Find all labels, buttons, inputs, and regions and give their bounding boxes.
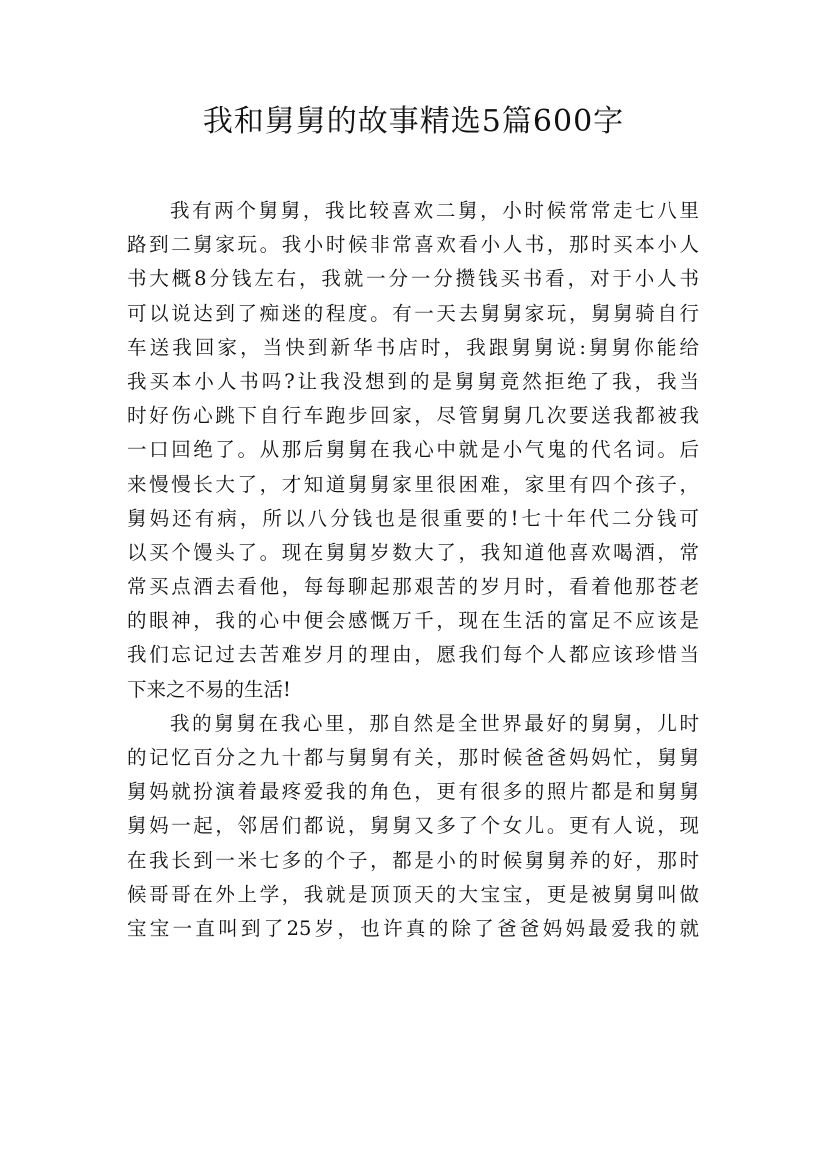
paragraph-2-line-4: 舅妈一起，邻居们都说，舅舅又多了个女儿。更有人说，现 <box>127 814 699 838</box>
paragraph-1-line-10: 舅妈还有病，所以八分钱也是很重要的!七十年代二分钱可 <box>127 506 699 530</box>
paragraph-2-line-5: 在我长到一米七多的个子，都是小的时候舅舅养的好，那时 <box>127 848 699 872</box>
paragraph-1-line-13: 的眼神，我的心中便会感慨万千，现在生活的富足不应该是 <box>127 609 699 633</box>
document-body <box>127 194 699 946</box>
paragraph-1-line-4: 可以说达到了痴迷的程度。有一天去舅舅家玩，舅舅骑自行 <box>127 301 699 325</box>
paragraph-1-line-9: 来慢慢长大了，才知道舅舅家里很困难，家里有四个孩子， <box>127 472 699 496</box>
paragraph-1-line-12: 常买点酒去看他，每每聊起那艰苦的岁月时，看着他那苍老 <box>127 575 699 599</box>
paragraph-1-line-7: 时好伤心跳下自行车跑步回家，尽管舅舅几次要送我都被我 <box>127 404 699 428</box>
paragraph-1-line-5: 车送我回家，当快到新华书店时，我跟舅舅说:舅舅你能给 <box>127 335 699 359</box>
paragraph-2-line-3: 舅妈就扮演着最疼爱我的角色，更有很多的照片都是和舅舅 <box>127 780 699 804</box>
paragraph-1-line-1: 我有两个舅舅，我比较喜欢二舅，小时候常常走七八里 <box>170 199 699 222</box>
paragraph-1-line-2: 路到二舅家玩。我小时候非常喜欢看小人书，那时买本小人 <box>127 233 699 257</box>
paragraph-1-line-6: 我买本小人书吗?让我没想到的是舅舅竟然拒绝了我，我当 <box>127 369 699 393</box>
paragraph-2-line-7: 宝宝一直叫到了25岁，也许真的除了爸爸妈妈最爱我的就 <box>127 916 699 940</box>
paragraph-1-line-14: 我们忘记过去苦难岁月的理由，愿我们每个人都应该珍惜当 <box>127 643 699 667</box>
document-title: 我和舅舅的故事精选5篇600字 <box>202 104 625 139</box>
paragraph-1-line-8: 一口回绝了。从那后舅舅在我心中就是小气鬼的代名词。后 <box>127 438 699 462</box>
paragraph-1-line-3: 书大概8分钱左右，我就一分一分攒钱买书看，对于小人书 <box>127 267 699 291</box>
paragraph-2-line-1: 我的舅舅在我心里，那自然是全世界最好的舅舅，儿时 <box>170 711 699 735</box>
paragraph-1-line-11: 以买个馒头了。现在舅舅岁数大了，我知道他喜欢喝酒，常 <box>127 540 699 564</box>
paragraph-2-line-6: 候哥哥在外上学，我就是顶顶天的大宝宝，更是被舅舅叫做 <box>127 882 699 906</box>
paragraph-1-line-15: 下来之不易的生活! <box>127 677 291 701</box>
paragraph-2-line-2: 的记忆百分之九十都与舅舅有关，那时候爸爸妈妈忙，舅舅 <box>127 746 699 769</box>
